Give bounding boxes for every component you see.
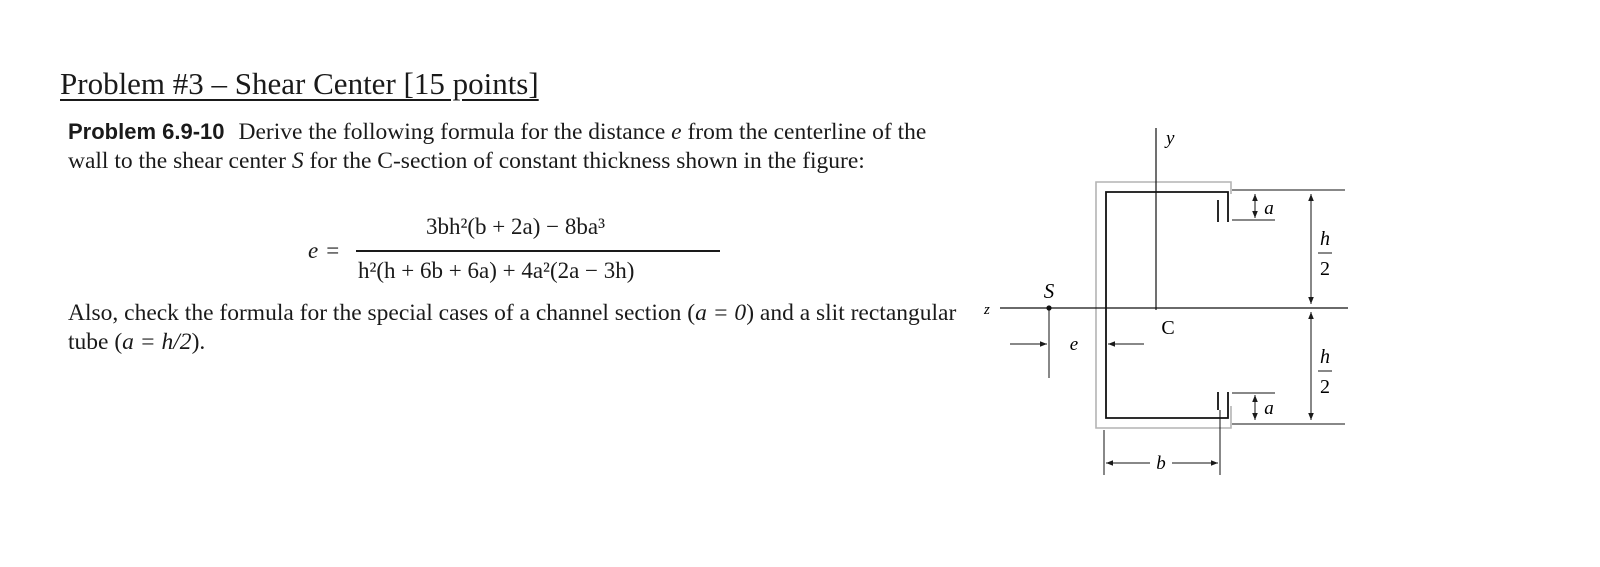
h-top-label: h: [1320, 228, 1330, 250]
statement-text-1: Derive the following formula for the distance: [238, 119, 672, 145]
note-text-1: Also, check the formula for the special cases of a channel section (: [68, 300, 696, 326]
fraction-bar: [356, 250, 720, 252]
shear-center-point: [1046, 305, 1051, 310]
z-axis-label: z: [984, 302, 990, 318]
centroid-label: C: [1161, 317, 1175, 339]
two-bottom-label: 2: [1320, 376, 1330, 398]
S-label: S: [1043, 279, 1055, 303]
special-cases-note: [68, 299, 968, 356]
problem-heading: Problem #3 – Shear Center [15 points]: [60, 66, 539, 101]
note-text-2: ) and a slit rectangular tube (: [68, 300, 957, 355]
y-axis-label: y: [1166, 128, 1175, 149]
problem-statement: [68, 118, 968, 175]
statement-text-3: for the C-section of constant thickness shown in the figure:: [303, 147, 865, 174]
e-label: e: [1069, 334, 1079, 355]
formula-equals: =: [326, 238, 340, 263]
c-section-outer-wall: [1096, 182, 1231, 428]
a-top-label: a: [1264, 198, 1274, 219]
two-top-label: 2: [1320, 258, 1330, 280]
c-section-inner-wall: [1106, 192, 1228, 418]
problem-number: Problem 6.9-10: [68, 119, 225, 144]
b-label: b: [1156, 453, 1166, 474]
formula-denominator: h²(h + 6b + 6a) + 4a²(2a − 3h): [358, 258, 635, 283]
a-bottom-label: a: [1264, 398, 1274, 419]
case-channel: a = 0: [695, 300, 747, 326]
shear-center-formula: [308, 212, 728, 290]
formula-numerator: 3bh²(b + 2a) − 8ba³: [426, 214, 605, 239]
variable-e: e: [671, 119, 682, 145]
formula-lhs: [308, 238, 339, 264]
case-slit-tube: a = h/2: [122, 328, 192, 355]
formula-lhs-variable: e: [308, 238, 319, 263]
note-text-3: ).: [191, 328, 206, 355]
h-bottom-label: h: [1320, 346, 1330, 368]
c-section-figure: [960, 110, 1360, 490]
statement-text-2: from the centerline of the wall to the shear center: [68, 119, 927, 174]
variable-S: S: [291, 147, 304, 174]
